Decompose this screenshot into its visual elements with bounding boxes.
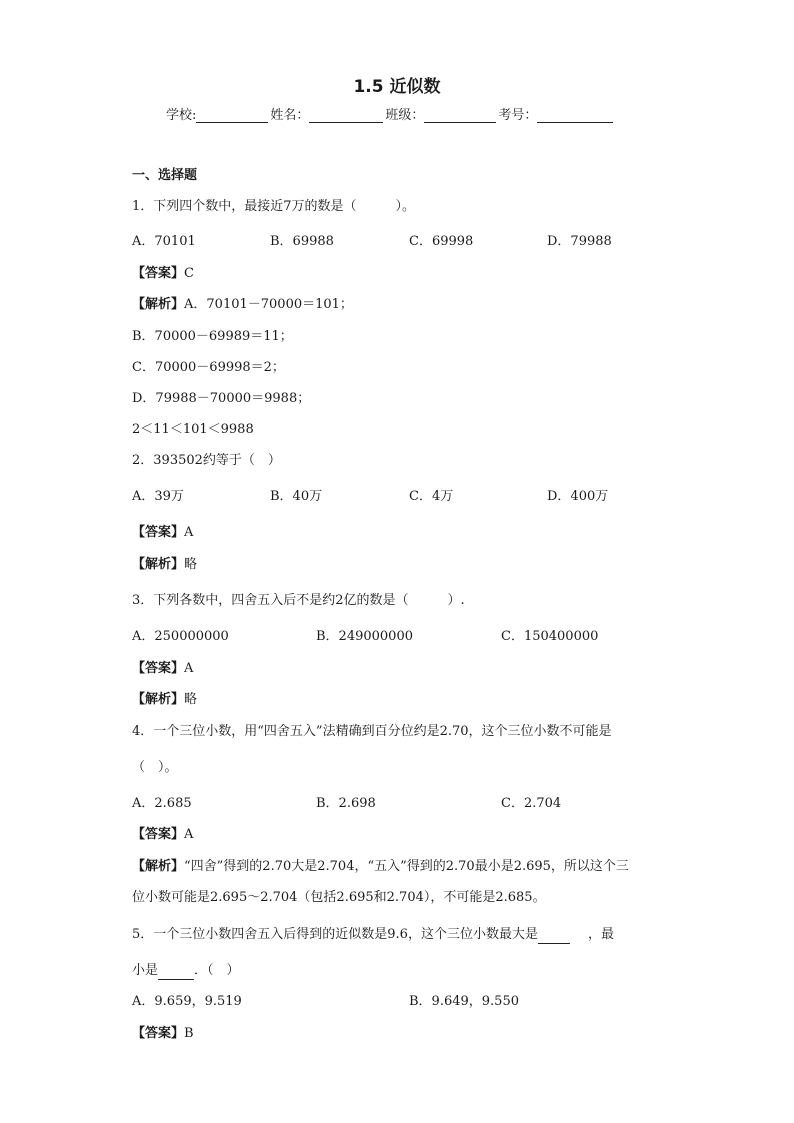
q1-analysis-line-2: B．70000－69989＝11；: [132, 329, 293, 344]
question-2-stem: 2．393502约等于（ ）: [132, 453, 281, 468]
q5-blank-max[interactable]: [538, 930, 570, 944]
q3-analysis-value: 略: [184, 692, 198, 707]
analysis-tag: 【解析】: [132, 557, 185, 572]
q4-option-b: B．2.698: [316, 796, 376, 811]
q4-option-c: C．2.704: [501, 796, 562, 811]
class-label: 班级：: [385, 108, 425, 123]
q4-answer: [132, 826, 193, 844]
question-4-stem-line-2: （ ）。: [132, 760, 178, 775]
answer-tag: 【答案】: [132, 661, 185, 676]
q5-answer: [132, 1025, 194, 1043]
q3-answer-value: A: [184, 661, 194, 676]
name-label: 姓名：: [270, 108, 310, 123]
q2-analysis-value: 略: [184, 557, 198, 572]
q3-analysis: [132, 691, 197, 709]
q1-analysis-line-3: C．70000－69998＝2；: [132, 360, 285, 375]
q5-blank-min[interactable]: [158, 966, 194, 980]
q3-option-b: B．249000000: [316, 629, 413, 644]
page-title: 1.5 近似数: [353, 77, 441, 97]
q3-option-a: A．250000000: [132, 629, 229, 644]
q4-analysis-line-2: 位小数可能是2.695～2.704（包括2.695和2.704），不可能是2.685。: [132, 890, 546, 905]
q1-analysis-line-1: A．70101－70000＝101；: [184, 297, 353, 312]
q1-answer-value: C: [184, 266, 194, 281]
q4-analysis-line-1: “四舍”得到的2.70大是2.704，“五入”得到的2.70最小是2.695，所以这个三: [184, 859, 629, 874]
q5-stem-text: 5．一个三位小数四舍五入后得到的近似数是9.6，这个三位小数最大是: [132, 927, 538, 942]
q5-option-b: B．9.649，9.550: [409, 994, 519, 1009]
analysis-tag: 【解析】: [132, 859, 185, 874]
answer-tag: 【答案】: [132, 1026, 185, 1041]
q1-option-d: D．79988: [547, 234, 612, 249]
question-3-stem: 3．下列各数中，四舍五入后不是约2亿的数是（ ）.: [132, 593, 465, 608]
q4-option-a: A．2.685: [132, 796, 192, 811]
q1-answer: [132, 265, 194, 283]
q5-stem-tail: ，最: [587, 927, 614, 942]
q2-answer: [132, 524, 193, 542]
q2-analysis: [132, 556, 197, 574]
answer-tag: 【答案】: [132, 525, 185, 540]
q5-stem-min-label: 小是: [132, 963, 159, 978]
q3-answer: [132, 660, 193, 678]
q2-option-d: D．400万: [547, 489, 609, 504]
q2-option-b: B．40万: [270, 489, 323, 504]
q1-analysis-line-4: D．79988－70000＝9988；: [132, 391, 311, 406]
answer-tag: 【答案】: [132, 266, 185, 281]
q1-option-b: B．69988: [270, 234, 334, 249]
question-5-stem-line-2: [132, 962, 240, 980]
section-heading: 一、选择题: [132, 168, 198, 183]
analysis-tag: 【解析】: [132, 297, 185, 312]
exam-number-label: 考号：: [498, 108, 538, 123]
q5-option-a: A．9.659，9.519: [132, 994, 242, 1009]
question-5-stem-line-1: [132, 926, 614, 944]
q3-option-c: C．150400000: [501, 629, 599, 644]
analysis-tag: 【解析】: [132, 692, 185, 707]
class-blank[interactable]: [424, 108, 496, 123]
answer-tag: 【答案】: [132, 827, 185, 842]
question-4-stem-line-1: 4．一个三位小数，用“四舍五入”法精确到百分位约是2.70，这个三位小数不可能是: [132, 724, 612, 739]
q4-answer-value: A: [184, 827, 194, 842]
q1-analysis: [132, 296, 353, 314]
student-info-line: [166, 104, 615, 123]
name-blank[interactable]: [309, 108, 383, 123]
q2-answer-value: A: [184, 525, 194, 540]
q1-option-a: A．70101: [132, 234, 196, 249]
q5-stem-end: ．（ ）: [194, 963, 240, 978]
q4-analysis: [132, 858, 629, 876]
exam-number-blank[interactable]: [537, 108, 613, 123]
school-blank[interactable]: [196, 108, 268, 123]
q5-answer-value: B: [184, 1026, 194, 1041]
q2-option-a: A．39万: [132, 489, 184, 504]
q1-analysis-line-5: 2＜11＜101＜9988: [132, 422, 254, 437]
school-label: 学校:: [166, 108, 197, 123]
q1-option-c: C．69998: [409, 234, 474, 249]
question-1-stem: 1．下列四个数中，最接近7万的数是（ ）。: [132, 199, 416, 214]
q2-option-c: C．4万: [409, 489, 454, 504]
